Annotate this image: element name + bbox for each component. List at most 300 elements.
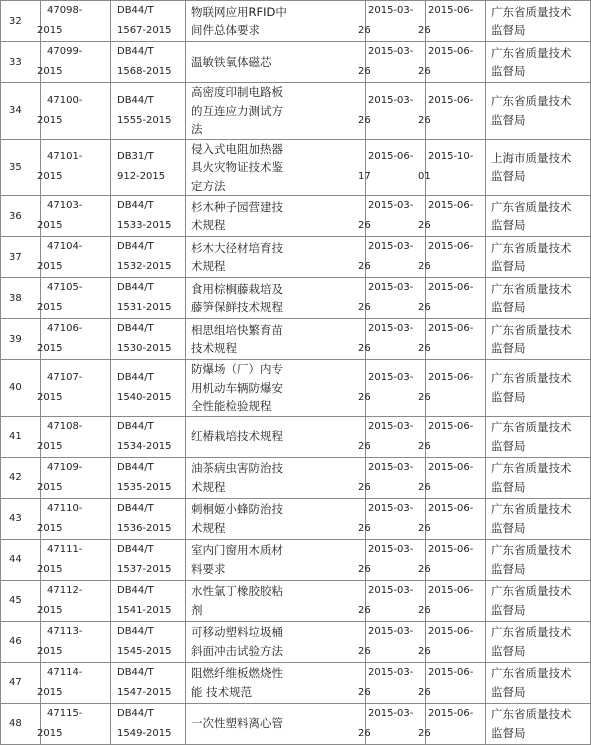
standard-number-line: DB44/T <box>117 625 154 637</box>
national-code-cell <box>37 662 111 703</box>
national-code-cell <box>37 457 111 498</box>
issuing-authority-line: 监督局 <box>491 725 526 740</box>
release-date-cell <box>358 360 426 417</box>
standard-number-line: 1531-2015 <box>117 302 172 313</box>
issuing-authority-cell <box>486 196 591 237</box>
standard-title-line: 的互连应力测试方 <box>191 103 283 118</box>
standard-title-line: 术规程 <box>191 218 226 232</box>
issuing-authority-line: 广东省质量技术 <box>491 666 572 680</box>
row-number-cell: 41 <box>1 416 41 457</box>
standard-number-line: 1532-2015 <box>117 261 172 272</box>
row-number-cell: 37 <box>1 237 41 278</box>
effective-date-line: 2015-06- <box>428 666 474 678</box>
standard-number-line: DB44/T <box>117 323 154 334</box>
standard-title-line: 定方法 <box>191 178 226 193</box>
effective-date-line: 26 <box>418 645 431 657</box>
national-code-line: 47101- <box>47 151 83 163</box>
release-date-cell <box>358 498 426 539</box>
release-date-line: 26 <box>358 391 371 403</box>
standard-title-cell <box>186 360 366 417</box>
issuing-authority-line: 监督局 <box>491 561 526 576</box>
standard-title-cell <box>186 457 366 498</box>
issuing-authority-cell <box>486 498 591 539</box>
release-date-cell <box>358 662 426 703</box>
effective-date-line: 2015-10- <box>428 151 474 163</box>
standard-number-line: 1537-2015 <box>117 563 172 575</box>
standard-title-line: 料要求 <box>191 561 226 576</box>
issuing-authority-line: 监督局 <box>491 23 526 37</box>
national-code-line: 47107- <box>47 371 83 383</box>
standard-number-cell <box>111 703 186 744</box>
issuing-authority-line: 广东省质量技术 <box>491 625 572 639</box>
row-number-cell: 38 <box>1 278 41 319</box>
release-date-line: 2015-03- <box>368 502 414 514</box>
issuing-authority-line: 广东省质量技术 <box>491 94 572 109</box>
release-date-line: 26 <box>358 563 371 575</box>
national-code-cell <box>37 83 111 140</box>
standard-title-line: 刺桐姬小蜂防治技 <box>191 502 283 516</box>
standard-title-line: 室内门窗用木质材 <box>191 543 283 557</box>
national-code-line: 47111- <box>47 543 83 555</box>
table-row <box>1 539 591 580</box>
row-number-cell: 43 <box>1 498 41 539</box>
table-row <box>1 457 591 498</box>
issuing-authority-line: 监督局 <box>491 218 526 232</box>
standard-number-line: 912-2015 <box>117 171 166 183</box>
effective-date-cell <box>418 360 486 417</box>
national-code-line: 2015 <box>37 440 63 452</box>
national-code-line: 47105- <box>47 282 83 293</box>
standard-number-line: DB44/T <box>117 5 154 16</box>
effective-date-line: 26 <box>418 481 431 493</box>
national-code-cell <box>37 580 111 621</box>
standard-number-line: DB44/T <box>117 502 154 514</box>
row-number-cell: 46 <box>1 621 41 662</box>
effective-date-line: 01 <box>418 171 431 183</box>
issuing-authority-cell <box>486 457 591 498</box>
row-number-cell: 45 <box>1 580 41 621</box>
issuing-authority-cell <box>486 139 591 196</box>
table-row <box>1 196 591 237</box>
national-code-cell <box>37 139 111 196</box>
effective-date-cell <box>418 139 486 196</box>
release-date-line: 26 <box>358 686 371 698</box>
release-date-line: 2015-03- <box>368 200 414 211</box>
national-code-cell <box>37 319 111 360</box>
standard-title-line: 杉木种子园营建技 <box>191 199 283 214</box>
effective-date-line: 26 <box>418 261 431 272</box>
release-date-line: 26 <box>358 481 371 493</box>
standard-number-cell <box>111 498 186 539</box>
standard-number-line: 1540-2015 <box>117 391 172 403</box>
national-code-line: 47113- <box>47 625 83 637</box>
effective-date-line: 2015-06- <box>428 94 474 106</box>
issuing-authority-cell <box>486 703 591 744</box>
national-code-cell <box>37 416 111 457</box>
standard-number-line: DB44/T <box>117 707 154 719</box>
release-date-line: 2015-03- <box>368 46 414 57</box>
standard-number-cell <box>111 196 186 237</box>
release-date-cell <box>358 416 426 457</box>
effective-date-line: 26 <box>418 25 431 36</box>
issuing-authority-cell <box>486 278 591 319</box>
standard-number-cell <box>111 539 186 580</box>
national-code-line: 2015 <box>37 114 63 126</box>
effective-date-line: 2015-06- <box>428 420 474 432</box>
national-code-line: 2015 <box>37 25 63 36</box>
issuing-authority-cell <box>486 621 591 662</box>
issuing-authority-line: 上海市质量技术 <box>491 150 572 165</box>
standard-title-line: 杉木大径材培育技 <box>191 240 283 255</box>
national-code-line: 2015 <box>37 220 63 231</box>
release-date-line: 2015-03- <box>368 543 414 555</box>
release-date-line: 26 <box>358 343 371 354</box>
national-code-cell <box>37 237 111 278</box>
standard-number-cell <box>111 621 186 662</box>
release-date-line: 2015-03- <box>368 371 414 383</box>
national-code-line: 47100- <box>47 94 83 106</box>
standard-number-line: DB44/T <box>117 420 154 432</box>
effective-date-line: 26 <box>418 522 431 534</box>
standard-title-cell <box>186 703 366 744</box>
standard-title-line: 藤笋保鲜技术规程 <box>191 300 283 314</box>
standard-title-line: 水性氯丁橡胶胶粘 <box>191 584 283 598</box>
standard-number-cell <box>111 416 186 457</box>
issuing-authority-cell <box>486 319 591 360</box>
effective-date-cell <box>418 319 486 360</box>
national-code-line: 2015 <box>37 343 63 354</box>
standard-number-cell <box>111 83 186 140</box>
issuing-authority-line: 监督局 <box>491 112 526 127</box>
release-date-line: 2015-03- <box>368 461 414 473</box>
release-date-line: 26 <box>358 440 371 452</box>
national-code-line: 2015 <box>37 171 63 183</box>
table-row <box>1 662 591 703</box>
national-code-line: 2015 <box>37 727 63 739</box>
standard-title-cell <box>186 139 366 196</box>
issuing-authority-line: 广东省质量技术 <box>491 707 572 721</box>
standard-title-cell <box>186 237 366 278</box>
issuing-authority-line: 监督局 <box>491 64 526 78</box>
national-code-cell <box>37 498 111 539</box>
standard-number-line: DB44/T <box>117 584 154 596</box>
issuing-authority-line: 监督局 <box>491 520 526 535</box>
standard-number-cell <box>111 360 186 417</box>
effective-date-line: 26 <box>418 604 431 616</box>
effective-date-line: 2015-06- <box>428 5 474 16</box>
row-number-cell: 35 <box>1 139 41 196</box>
standard-title-line: 食用棕榈藤栽培及 <box>191 281 283 296</box>
effective-date-cell <box>418 662 486 703</box>
national-code-cell <box>37 360 111 417</box>
issuing-authority-cell <box>486 1 591 42</box>
release-date-line: 17 <box>358 171 371 183</box>
effective-date-cell <box>418 539 486 580</box>
issuing-authority-line: 广东省质量技术 <box>491 543 572 557</box>
issuing-authority-line: 监督局 <box>491 684 526 699</box>
row-number-cell: 32 <box>1 1 41 42</box>
standard-title-line: 防爆场（厂）内专 <box>191 362 283 376</box>
effective-date-cell <box>418 416 486 457</box>
standard-number-line: 1536-2015 <box>117 522 172 534</box>
national-code-line: 2015 <box>37 563 63 575</box>
issuing-authority-line: 广东省质量技术 <box>491 461 572 475</box>
standard-number-cell <box>111 42 186 83</box>
standard-title-cell <box>186 278 366 319</box>
row-number-cell: 40 <box>1 360 41 417</box>
national-code-line: 47104- <box>47 241 83 252</box>
national-code-cell <box>37 703 111 744</box>
standard-number-cell <box>111 662 186 703</box>
national-code-cell <box>37 539 111 580</box>
standard-title-line: 物联网应用RFID中 <box>191 4 287 19</box>
effective-date-line: 26 <box>418 220 431 231</box>
issuing-authority-line: 监督局 <box>491 259 526 273</box>
row-number-cell: 34 <box>1 83 41 140</box>
standard-title-line: 油茶病虫害防治技 <box>191 461 283 475</box>
issuing-authority-cell <box>486 83 591 140</box>
effective-date-cell <box>418 196 486 237</box>
release-date-cell <box>358 703 426 744</box>
issuing-authority-line: 广东省质量技术 <box>491 281 572 296</box>
issuing-authority-line: 广东省质量技术 <box>491 584 572 598</box>
standard-number-line: 1533-2015 <box>117 220 172 231</box>
issuing-authority-cell <box>486 237 591 278</box>
standard-number-line: DB44/T <box>117 282 154 293</box>
standard-number-line: DB44/T <box>117 666 154 678</box>
effective-date-cell <box>418 83 486 140</box>
standard-title-cell <box>186 319 366 360</box>
standard-title-line: 术规程 <box>191 520 226 535</box>
table-row <box>1 319 591 360</box>
national-code-line: 47099- <box>47 46 83 57</box>
standard-title-cell <box>186 416 366 457</box>
release-date-cell <box>358 139 426 196</box>
standard-number-line: 1568-2015 <box>117 66 172 77</box>
effective-date-line: 2015-06- <box>428 625 474 637</box>
national-code-cell <box>37 42 111 83</box>
national-code-cell <box>37 196 111 237</box>
issuing-authority-cell <box>486 539 591 580</box>
national-code-line: 2015 <box>37 604 63 616</box>
national-code-line: 47103- <box>47 200 83 211</box>
release-date-line: 26 <box>358 25 371 36</box>
table-row <box>1 703 591 744</box>
table-row <box>1 139 591 196</box>
standard-title-cell <box>186 662 366 703</box>
national-code-line: 47110- <box>47 502 83 514</box>
effective-date-line: 26 <box>418 343 431 354</box>
issuing-authority-line: 广东省质量技术 <box>491 502 572 516</box>
release-date-cell <box>358 278 426 319</box>
standard-title-line: 间件总体要求 <box>191 23 260 37</box>
standard-title-cell <box>186 42 366 83</box>
effective-date-line: 2015-06- <box>428 543 474 555</box>
standard-title-line: 可移动塑料垃圾桶 <box>191 625 283 639</box>
standard-number-line: DB44/T <box>117 46 154 57</box>
table-row <box>1 278 591 319</box>
standard-title-cell <box>186 83 366 140</box>
national-code-line: 47112- <box>47 584 83 596</box>
standard-number-cell <box>111 457 186 498</box>
effective-date-line: 26 <box>418 727 431 739</box>
issuing-authority-line: 广东省质量技术 <box>491 4 572 19</box>
standard-number-line: 1541-2015 <box>117 604 172 616</box>
national-code-line: 2015 <box>37 686 63 698</box>
release-date-line: 2015-06- <box>368 151 414 163</box>
national-code-line: 47098- <box>47 5 83 16</box>
standard-number-line: DB44/T <box>117 94 154 106</box>
release-date-cell <box>358 196 426 237</box>
row-number-cell: 39 <box>1 319 41 360</box>
release-date-line: 26 <box>358 645 371 657</box>
table-row <box>1 498 591 539</box>
release-date-line: 26 <box>358 727 371 739</box>
standard-number-line: DB44/T <box>117 543 154 555</box>
standard-number-line: 1535-2015 <box>117 481 172 493</box>
standard-title-line: 红椿栽培技术规程 <box>191 429 283 444</box>
effective-date-line: 2015-06- <box>428 323 474 334</box>
standard-title-cell <box>186 1 366 42</box>
table-row <box>1 83 591 140</box>
table-row <box>1 580 591 621</box>
effective-date-cell <box>418 1 486 42</box>
effective-date-cell <box>418 457 486 498</box>
standard-number-cell <box>111 237 186 278</box>
standard-title-cell <box>186 498 366 539</box>
effective-date-line: 26 <box>418 66 431 77</box>
standard-number-cell <box>111 319 186 360</box>
effective-date-line: 2015-06- <box>428 241 474 252</box>
standard-title-line: 具火灾物证技术鉴 <box>191 160 283 174</box>
national-code-cell <box>37 621 111 662</box>
national-code-cell <box>37 278 111 319</box>
effective-date-line: 26 <box>418 686 431 698</box>
effective-date-line: 26 <box>418 563 431 575</box>
release-date-line: 2015-03- <box>368 625 414 637</box>
standard-number-line: 1555-2015 <box>117 114 172 126</box>
row-number-cell: 36 <box>1 196 41 237</box>
standard-number-line: 1534-2015 <box>117 440 172 452</box>
standard-number-cell <box>111 278 186 319</box>
release-date-cell <box>358 1 426 42</box>
standard-number-line: 1547-2015 <box>117 686 172 698</box>
standard-title-line: 剂 <box>191 602 203 617</box>
standard-title-line: 相思组培快繁育苗 <box>191 322 283 337</box>
release-date-cell <box>358 42 426 83</box>
standard-title-line: 全性能检验规程 <box>191 399 272 413</box>
release-date-cell <box>358 319 426 360</box>
standard-title-line: 高密度印制电路板 <box>191 85 283 99</box>
standard-title-line: 术规程 <box>191 259 226 273</box>
table-row <box>1 360 591 417</box>
issuing-authority-line: 广东省质量技术 <box>491 199 572 214</box>
standard-number-cell <box>111 580 186 621</box>
effective-date-line: 2015-06- <box>428 502 474 514</box>
standard-number-cell <box>111 1 186 42</box>
row-number-cell: 33 <box>1 42 41 83</box>
issuing-authority-line: 广东省质量技术 <box>491 420 572 434</box>
table-row <box>1 621 591 662</box>
standard-title-cell <box>186 621 366 662</box>
issuing-authority-line: 监督局 <box>491 438 526 453</box>
effective-date-cell <box>418 42 486 83</box>
issuing-authority-line: 监督局 <box>491 341 526 355</box>
issuing-authority-line: 监督局 <box>491 479 526 494</box>
effective-date-cell <box>418 237 486 278</box>
national-code-line: 47114- <box>47 666 83 678</box>
national-code-line: 47106- <box>47 323 83 334</box>
release-date-line: 26 <box>358 220 371 231</box>
effective-date-line: 2015-06- <box>428 200 474 211</box>
effective-date-line: 26 <box>418 391 431 403</box>
release-date-line: 26 <box>358 302 371 313</box>
standard-title-cell <box>186 580 366 621</box>
release-date-line: 2015-03- <box>368 5 414 16</box>
issuing-authority-line: 监督局 <box>491 643 526 658</box>
issuing-authority-line: 监督局 <box>491 602 526 617</box>
release-date-cell <box>358 580 426 621</box>
effective-date-line: 2015-06- <box>428 282 474 293</box>
effective-date-cell <box>418 580 486 621</box>
table-row <box>1 42 591 83</box>
effective-date-line: 2015-06- <box>428 461 474 473</box>
standard-title-line: 用机动车辆防爆安 <box>191 380 283 395</box>
release-date-cell <box>358 83 426 140</box>
release-date-line: 2015-03- <box>368 282 414 293</box>
release-date-line: 26 <box>358 114 371 126</box>
national-code-line: 2015 <box>37 481 63 493</box>
standard-title-line: 侵入式电阻加热器 <box>191 141 283 156</box>
standard-title-line: 法 <box>191 122 203 136</box>
national-code-line: 2015 <box>37 66 63 77</box>
standard-title-line: 斜面冲击试验方法 <box>191 643 283 658</box>
release-date-line: 2015-03- <box>368 584 414 596</box>
standard-number-line: 1530-2015 <box>117 343 172 354</box>
national-code-line: 47109- <box>47 461 83 473</box>
effective-date-cell <box>418 621 486 662</box>
release-date-line: 2015-03- <box>368 420 414 432</box>
issuing-authority-line: 广东省质量技术 <box>491 371 572 386</box>
table-row <box>1 237 591 278</box>
national-code-line: 2015 <box>37 522 63 534</box>
release-date-line: 26 <box>358 261 371 272</box>
release-date-cell <box>358 539 426 580</box>
national-code-cell <box>37 1 111 42</box>
effective-date-line: 2015-06- <box>428 707 474 719</box>
standard-number-line: DB44/T <box>117 200 154 211</box>
row-number-cell: 44 <box>1 539 41 580</box>
standard-title-line: 能 技术规范 <box>191 684 253 699</box>
standard-number-line: DB44/T <box>117 241 154 252</box>
standard-title-line: 术规程 <box>191 479 226 494</box>
national-code-line: 2015 <box>37 391 63 403</box>
issuing-authority-cell <box>486 42 591 83</box>
effective-date-line: 26 <box>418 114 431 126</box>
standard-number-line: DB31/T <box>117 151 154 163</box>
issuing-authority-line: 监督局 <box>491 300 526 314</box>
effective-date-line: 26 <box>418 440 431 452</box>
table-row <box>1 416 591 457</box>
national-code-line: 2015 <box>37 645 63 657</box>
effective-date-line: 2015-06- <box>428 46 474 57</box>
effective-date-cell <box>418 498 486 539</box>
effective-date-line: 2015-06- <box>428 584 474 596</box>
release-date-line: 2015-03- <box>368 323 414 334</box>
issuing-authority-cell <box>486 662 591 703</box>
effective-date-cell <box>418 278 486 319</box>
national-code-line: 2015 <box>37 261 63 272</box>
